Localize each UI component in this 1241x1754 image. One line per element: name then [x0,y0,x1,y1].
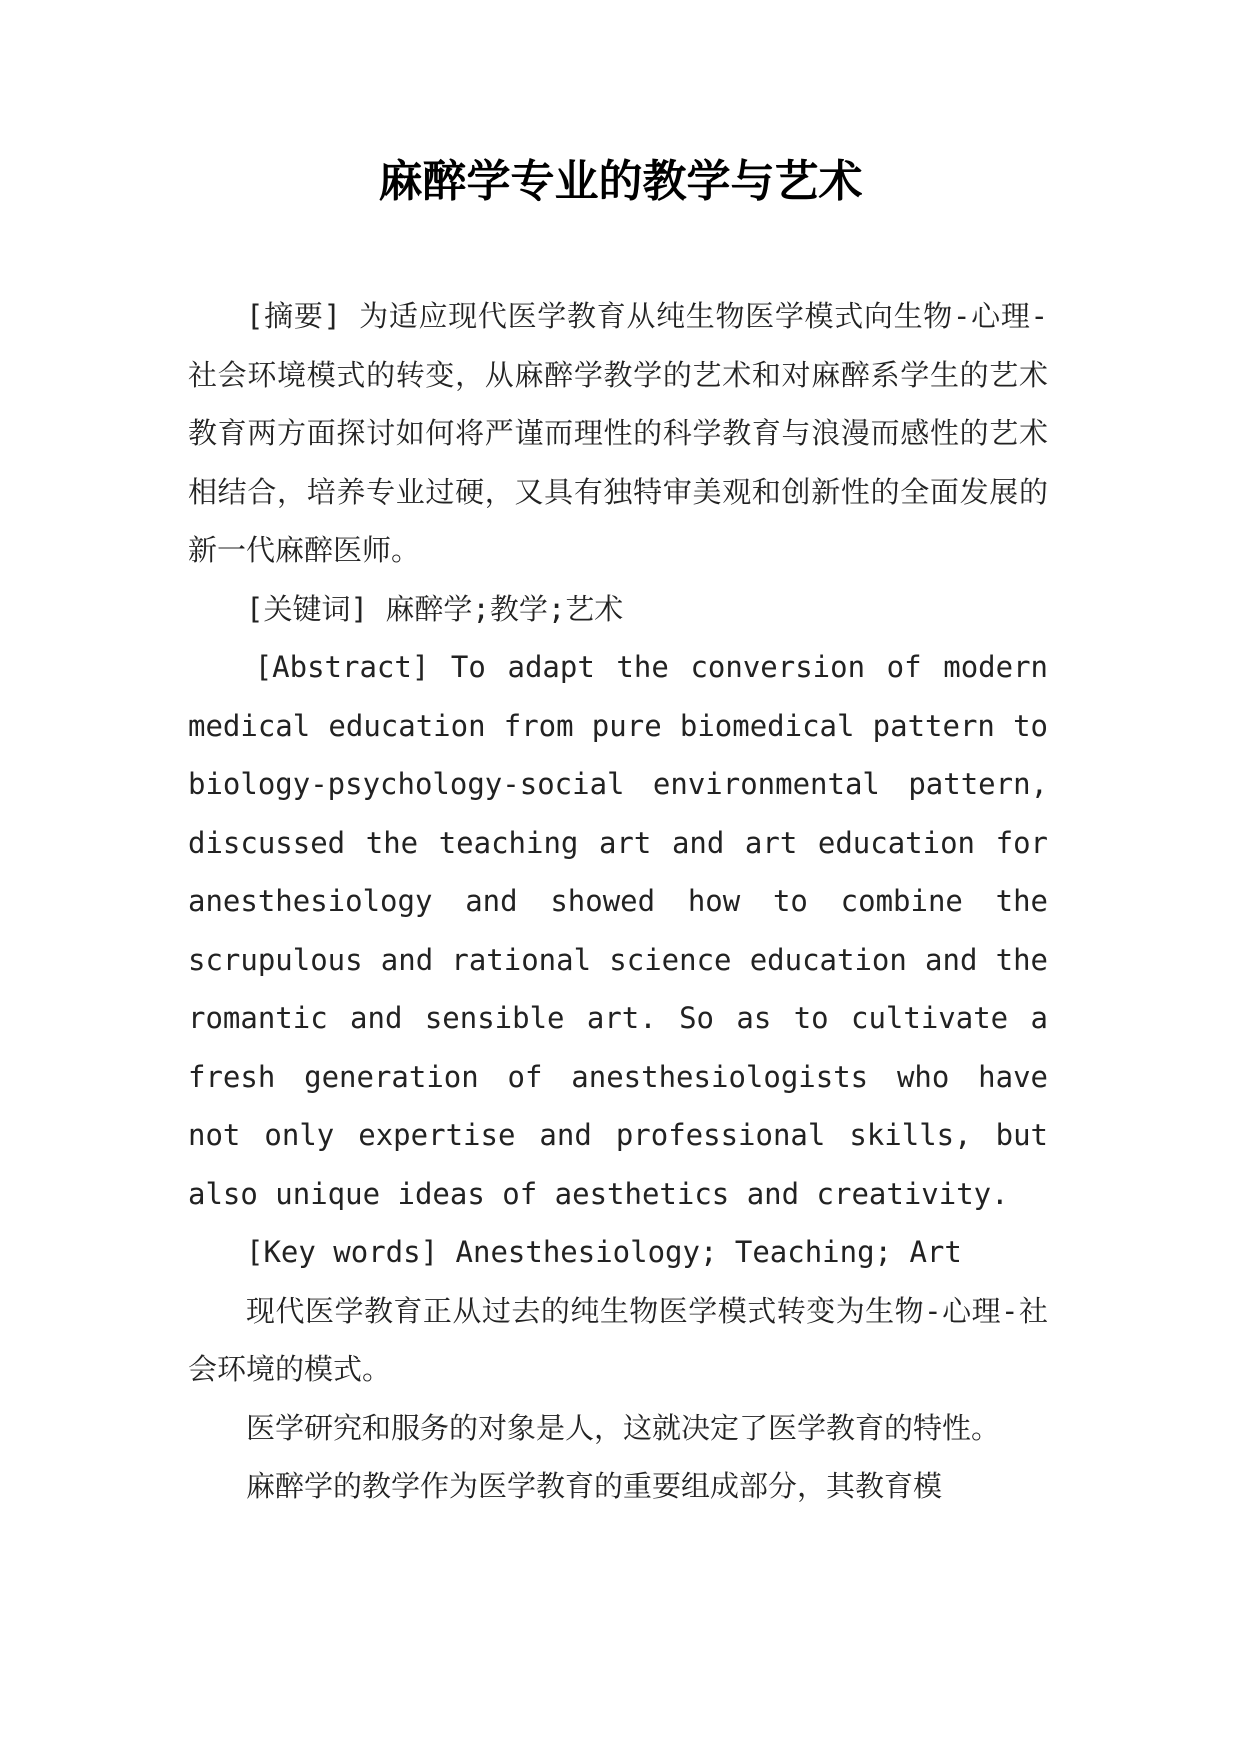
keywords-en-text: Anesthesiology; Teaching; Art [438,1235,962,1269]
keywords-cn-text: 麻醉学;教学;艺术 [367,591,624,626]
abstract-cn-label: [摘要] [246,299,341,333]
document-body [188,287,1048,1516]
abstract-cn [188,287,1048,580]
keywords-cn-label: [关键词] [246,591,368,626]
abstract-cn-text: 为适应现代医学教育从纯生物医学模式向生物-心理-社会环境模式的转变，从麻醉学教学的艺术和对麻醉系学生的艺术教育两方面探讨如何将严谨而理性的科学教育与浪漫而感性的艺术相结合，培养专业过硬，又具有独特审美观和创新性的全面发展的新一代麻醉医师。 [188,299,1048,567]
body-paragraph: 现代医学教育正从过去的纯生物医学模式转变为生物-心理-社会环境的模式。 [188,1293,1048,1386]
keywords-en-label: [Key words] [246,1235,439,1269]
document-title: 麻醉学专业的教学与艺术 [378,156,863,207]
abstract-en-label: [Abstract] [254,650,430,684]
abstract-en [188,638,1048,1223]
keywords-en [188,1223,1048,1282]
body-paragraph: 麻醉学的教学作为医学教育的重要组成部分，其教育模 [246,1469,943,1503]
abstract-en-text: To adapt the conversion of modern medical education from pure biomedical pattern to biology-psychology-social environmental pattern, discussed the teaching art and art education for anesthesiology and showed how to combine the scrupulous and rational science education and the romantic and sensible art. So as to cultivate a fresh generation of anesthesiologists who have not only expertise and professional skills, but also unique ideas of aesthetics and creativity. [188,650,1048,1211]
keywords-cn [188,580,1048,639]
body-paragraph: 医学研究和服务的对象是人，这就决定了医学教育的特性。 [246,1410,1001,1445]
